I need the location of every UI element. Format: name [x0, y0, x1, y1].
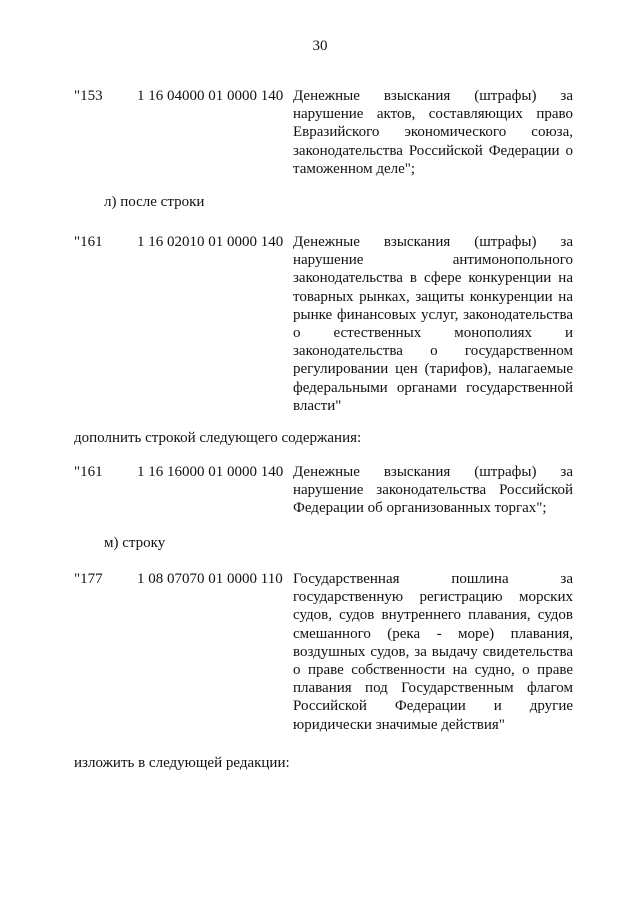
instruction-after-line: л) после строки	[104, 194, 205, 210]
instruction-restate: изложить в следующей редакции:	[74, 755, 290, 771]
row-description: Денежные взыскания (штрафы) за нарушение законодательства Российской Федерации об организованных торгах";	[293, 464, 573, 517]
budget-classification-code: 1 08 07070 01 0000 110	[137, 571, 283, 587]
budget-classification-code: 1 16 02010 01 0000 140	[137, 234, 284, 250]
budget-classification-code: 1 16 16000 01 0000 140	[137, 464, 284, 480]
budget-classification-code: 1 16 04000 01 0000 140	[137, 88, 284, 104]
instruction-add-line: дополнить строкой следующего содержания:	[74, 430, 362, 446]
row-description: Денежные взыскания (штрафы) за нарушение антимонопольного законодательства в сфере конкуренции на товарных рынках, защиты конкуренции на рынке финансовых услуг, законодательства о естественных монополиях и законодательства о государственном регулировании цен (тарифов), налагаемые федеральными органами государственной власти"	[293, 234, 573, 414]
row-code: "153	[74, 88, 103, 104]
row-code: "161	[74, 464, 103, 480]
row-description: Государственная пошлина за государственную регистрацию морских судов, судов внутреннего плавания, судов смешанного (река - море) плавания, воздушных судов, за выдачу свидетельства о праве собственности на судно, о праве плавания под Государственным флагом Российской Федерации и другие юридически значимые действия"	[293, 571, 573, 733]
instruction-line-m: м) строку	[104, 535, 166, 551]
row-description: Денежные взыскания (штрафы) за нарушение актов, составляющих право Евразийского экономического союза, законодательства Российской Федерации о таможенном деле";	[293, 88, 573, 177]
page-number: 30	[312, 38, 328, 54]
row-code: "177	[74, 571, 103, 587]
row-code: "161	[74, 234, 103, 250]
